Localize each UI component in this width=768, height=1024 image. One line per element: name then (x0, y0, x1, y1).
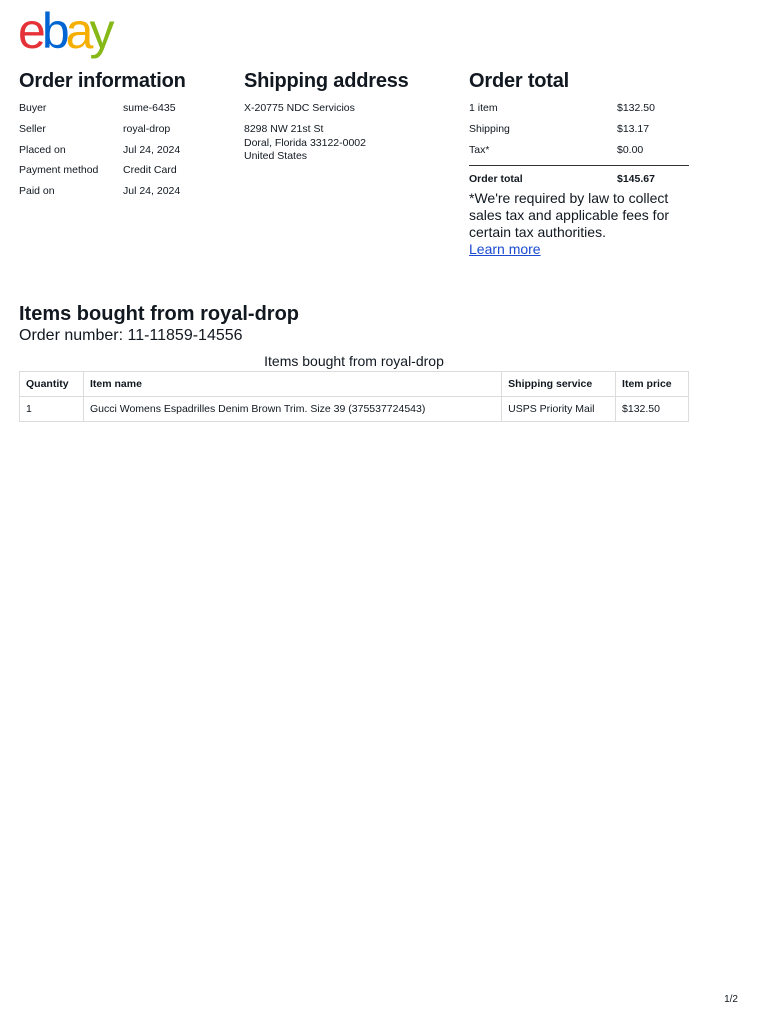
total-value: $132.50 (617, 102, 655, 114)
cell-item-price: $132.50 (616, 397, 689, 422)
total-row-tax (469, 144, 689, 165)
cell-shipping-service: USPS Priority Mail (502, 397, 616, 422)
table-row (20, 397, 689, 422)
order-number: Order number: 11-11859-14556 (19, 327, 243, 344)
info-value: Credit Card (123, 164, 177, 177)
info-label: Paid on (19, 185, 55, 198)
order-total-section (469, 68, 689, 259)
logo-letter-b: b (41, 3, 66, 59)
total-label: 1 item (469, 102, 498, 114)
total-row-items (469, 102, 689, 123)
order-total-value: $145.67 (617, 173, 655, 186)
learn-more-link[interactable]: Learn more (469, 241, 541, 258)
shipping-address-heading: Shipping address (244, 70, 409, 92)
shipping-name: X-20775 NDC Servicios (244, 102, 355, 114)
info-label: Buyer (19, 102, 47, 114)
total-label: Tax* (469, 143, 490, 156)
logo-letter-a: a (65, 3, 90, 59)
info-row-buyer (19, 102, 229, 123)
column-header-shipping-service: Shipping service (502, 372, 616, 397)
shipping-street: 8298 NW 21st St (244, 123, 324, 135)
info-label: Placed on (19, 143, 66, 156)
total-value: $13.17 (617, 122, 650, 135)
info-row-placed-on (19, 144, 229, 165)
column-header-item-name: Item name (83, 372, 501, 397)
info-value: Jul 24, 2024 (123, 185, 181, 198)
column-header-item-price: Item price (616, 372, 689, 397)
info-value: royal-drop (123, 122, 171, 135)
info-value: sume-6435 (123, 102, 176, 114)
info-value: Jul 24, 2024 (123, 143, 181, 156)
order-information-section (19, 68, 229, 206)
column-header-quantity: Quantity (20, 372, 84, 397)
logo-letter-e: e (18, 3, 42, 59)
total-label: Shipping (469, 122, 510, 135)
logo-letter-y: y (89, 3, 111, 59)
items-table (19, 371, 689, 422)
shipping-country: United States (244, 150, 308, 162)
tax-note: *We're required by law to collect sales tax and applicable fees for certain tax authorities. (469, 190, 670, 241)
total-row-order-total (469, 173, 689, 190)
shipping-city: Doral, Florida 33122-0002 (244, 136, 366, 149)
order-total-heading: Order total (469, 70, 570, 92)
total-divider (469, 165, 689, 190)
items-heading: Items bought from royal-drop (19, 303, 299, 325)
order-information-heading: Order information (19, 70, 186, 92)
info-label: Payment method (19, 164, 99, 177)
items-table-header-row (20, 372, 689, 397)
ebay-logo (18, 3, 111, 59)
info-row-payment-method (19, 164, 229, 185)
total-row-shipping (469, 123, 689, 144)
info-row-seller (19, 123, 229, 144)
info-row-paid-on (19, 185, 229, 206)
shipping-address-section (244, 68, 454, 164)
page-number: 1/2 (724, 994, 738, 1005)
cell-item-name: Gucci Womens Espadrilles Denim Brown Trim. Size 39 (375537724543) (83, 397, 501, 422)
total-value: $0.00 (617, 143, 644, 156)
order-total-label: Order total (469, 173, 523, 186)
items-table-caption: Items bought from royal-drop (264, 353, 444, 369)
info-label: Seller (19, 122, 46, 135)
cell-quantity: 1 (20, 397, 84, 422)
